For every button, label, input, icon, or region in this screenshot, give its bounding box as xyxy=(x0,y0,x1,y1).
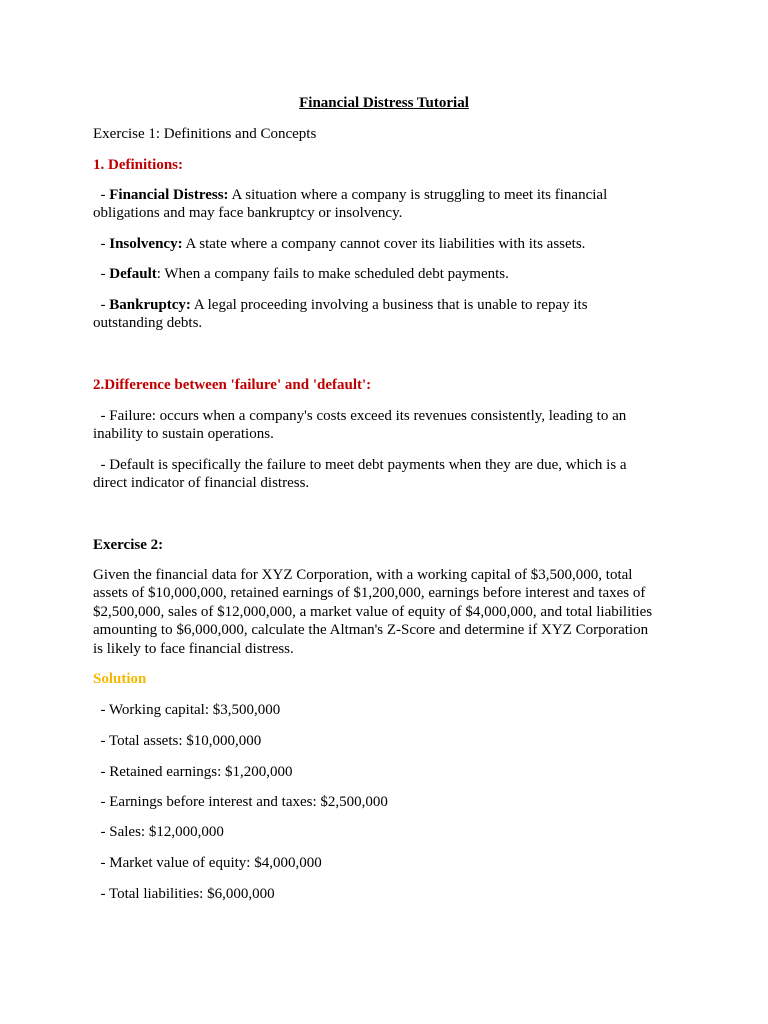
solution-item xyxy=(93,793,388,811)
difference-failure-cont: inability to sustain operations. xyxy=(93,426,274,442)
definition-text: A legal proceeding involving a business that is unable to repay its xyxy=(190,297,588,313)
solution-item-text: - Working capital: $3,500,000 xyxy=(100,702,281,718)
definition-term: Financial Distress: xyxy=(109,187,229,203)
solution-item xyxy=(93,701,280,719)
solution-item xyxy=(93,763,293,781)
solution-item-text: - Retained earnings: $1,200,000 xyxy=(100,764,293,780)
definition-financial-distress-cont: obligations and may face bankruptcy or insolvency. xyxy=(93,205,403,221)
solution-item xyxy=(93,885,275,903)
exercise2-heading: Exercise 2: xyxy=(93,537,164,553)
definition-prefix: - xyxy=(100,236,110,252)
definitions-heading: 1. Definitions: xyxy=(93,157,183,173)
difference-default xyxy=(93,456,627,474)
definition-term: Insolvency: xyxy=(109,236,183,252)
exercise1-heading: Exercise 1: Definitions and Concepts xyxy=(93,126,317,142)
definition-insolvency xyxy=(93,235,585,253)
definition-prefix: - xyxy=(100,187,110,203)
solution-item-text: - Earnings before interest and taxes: $2,500,000 xyxy=(100,794,388,810)
difference-failure xyxy=(93,407,626,425)
solution-heading: Solution xyxy=(93,671,147,687)
solution-item-text: - Total assets: $10,000,000 xyxy=(100,733,262,749)
question-line: assets of $10,000,000, retained earnings of $1,200,000, earnings before interest and taxes of xyxy=(93,585,646,601)
definition-financial-distress xyxy=(93,186,607,204)
definition-default xyxy=(93,265,509,283)
difference-default-cont: direct indicator of financial distress. xyxy=(93,475,310,491)
document-title: Financial Distress Tutorial xyxy=(299,95,469,111)
definition-text: A situation where a company is struggling to meet its financial xyxy=(228,187,608,203)
solution-item xyxy=(93,854,322,872)
definition-term: Default xyxy=(109,266,157,282)
solution-item-text: - Market value of equity: $4,000,000 xyxy=(100,855,322,871)
definition-text: A state where a company cannot cover its liabilities with its assets. xyxy=(182,236,586,252)
definition-prefix: - xyxy=(100,266,110,282)
question-line: Given the financial data for XYZ Corporation, with a working capital of $3,500,000, total xyxy=(93,567,633,583)
question-line: is likely to face financial distress. xyxy=(93,641,294,657)
difference-default-text: - Default is specifically the failure to meet debt payments when they are due, which is a xyxy=(100,457,627,473)
definition-text: : When a company fails to make scheduled debt payments. xyxy=(156,266,509,282)
difference-heading: 2.Difference between 'failure' and 'default': xyxy=(93,377,372,393)
question-line: amounting to $6,000,000, calculate the Altman's Z-Score and determine if XYZ Corporation xyxy=(93,622,649,638)
difference-failure-text: - Failure: occurs when a company's costs exceed its revenues consistently, leading to an xyxy=(100,408,627,424)
solution-item xyxy=(93,823,224,841)
solution-item-text: - Total liabilities: $6,000,000 xyxy=(100,886,275,902)
definition-bankruptcy xyxy=(93,296,588,314)
definition-bankruptcy-cont: outstanding debts. xyxy=(93,315,203,331)
definition-prefix: - xyxy=(100,297,110,313)
solution-item-text: - Sales: $12,000,000 xyxy=(100,824,224,840)
question-line: $2,500,000, sales of $12,000,000, a market value of equity of $4,000,000, and total liabilities xyxy=(93,604,653,620)
definition-term: Bankruptcy: xyxy=(109,297,191,313)
solution-item xyxy=(93,732,261,750)
